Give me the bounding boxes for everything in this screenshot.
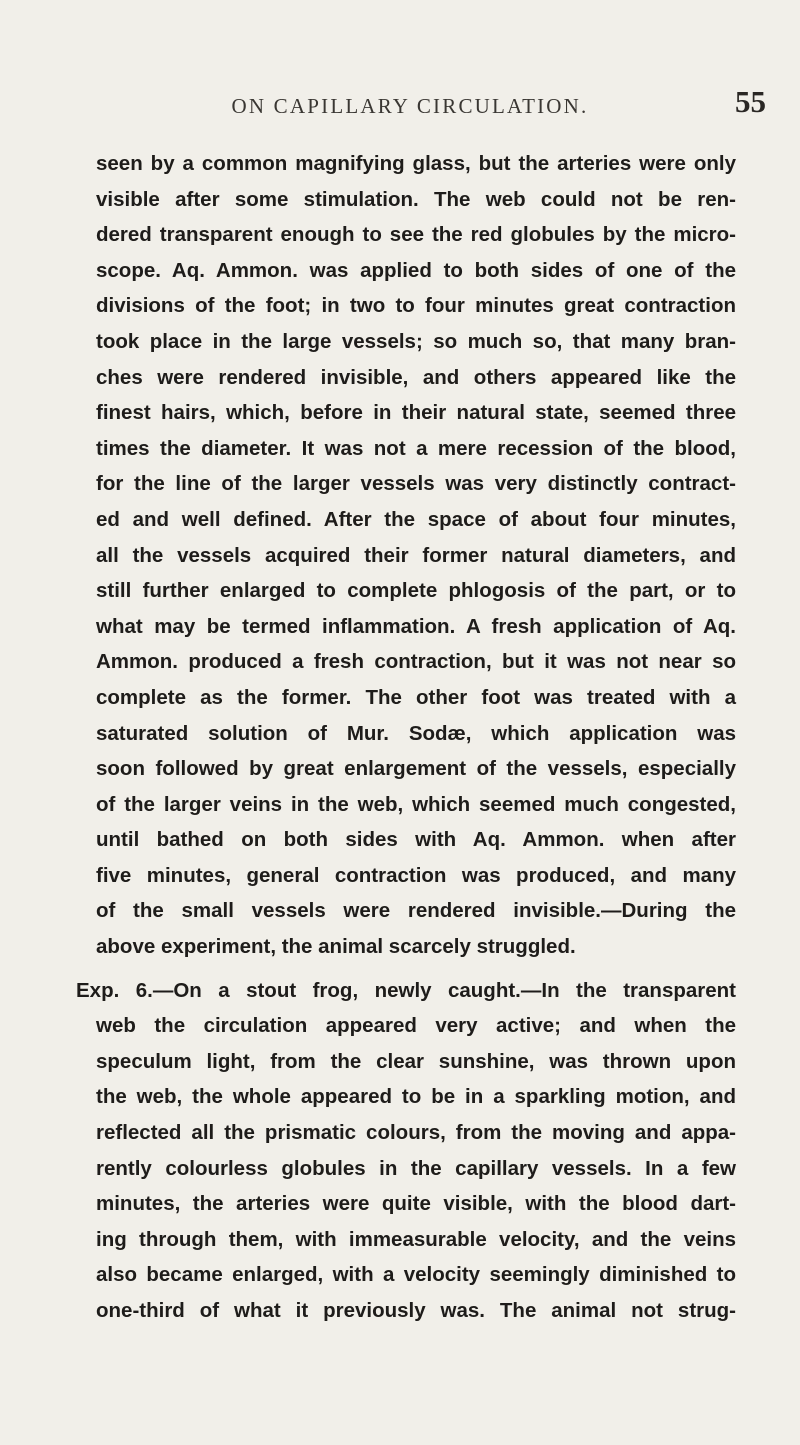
text-line: reflected all the prismatic colours, from the moving and appa- [96,1121,736,1145]
text-line: still further enlarged to complete phlogosis of the part, or to [96,579,736,603]
text-line: of the small vessels were rendered invisible.—During the [96,899,736,923]
running-title: ON CAPILLARY CIRCULATION. [231,94,589,118]
page-number: 55 [735,84,766,119]
paragraph-2 [76,973,736,1329]
text-line: web the circulation appeared very active; and when the [96,1014,736,1038]
text-line: finest hairs, which, before in their natural state, seemed three [96,401,736,425]
text-line: soon followed by great enlargement of the vessels, especially [96,757,736,781]
text-line: for the line of the larger vessels was very distinctly contract- [96,472,736,496]
text-line: all the vessels acquired their former natural diameters, and [96,543,736,567]
text-line: what may be termed inflammation. A fresh application of Aq. [96,614,736,638]
text-line: seen by a common magnifying glass, but the arteries were only [96,152,736,175]
text-line: visible after some stimulation. The web could not be ren- [96,187,736,211]
paragraph-gap [96,965,736,973]
text-line: also became enlarged, with a velocity seemingly diminished to [96,1263,736,1287]
text-line: the web, the whole appeared to be in a sparkling motion, and [96,1085,736,1109]
running-head [60,84,766,130]
text-line: ches were rendered invisible, and others appeared like the [96,365,736,389]
text-line: of the larger veins in the web, which seemed much congested, [96,792,736,816]
text-line: Exp. 6.—On a stout frog, newly caught.—In the transparent [76,978,736,1002]
text-line: rently colourless globules in the capillary vessels. In a few [96,1156,736,1180]
paragraph-1 [96,146,736,965]
text-line: divisions of the foot; in two to four minutes great contraction [96,294,736,318]
text-line: speculum light, from the clear sunshine, was thrown upon [96,1049,736,1073]
text-line: times the diameter. It was not a mere recession of the blood, [96,436,736,460]
text-line: ing through them, with immeasurable velocity, and the veins [96,1227,736,1251]
text-line: Ammon. produced a fresh contraction, but it was not near so [96,650,736,674]
text-line: saturated solution of Mur. Sodæ, which application was [96,721,736,745]
text-line: ed and well defined. After the space of about four minutes, [96,507,736,531]
body-text [76,146,736,1329]
text-line: until bathed on both sides with Aq. Ammon. when after [96,828,736,852]
text-line: dered transparent enough to see the red globules by the micro- [96,223,736,247]
text-line: complete as the former. The other foot was treated with a [96,685,736,709]
text-line: took place in the large vessels; so much so, that many bran- [96,329,736,353]
text-line: five minutes, general contraction was produced, and many [96,863,736,887]
text-line: one-third of what it previously was. The animal not strug- [96,1299,736,1322]
text-line: scope. Aq. Ammon. was applied to both sides of one of the [96,258,736,282]
text-line: above experiment, the animal scarcely struggled. [96,935,576,959]
text-line: minutes, the arteries were quite visible, with the blood dart- [96,1192,736,1216]
